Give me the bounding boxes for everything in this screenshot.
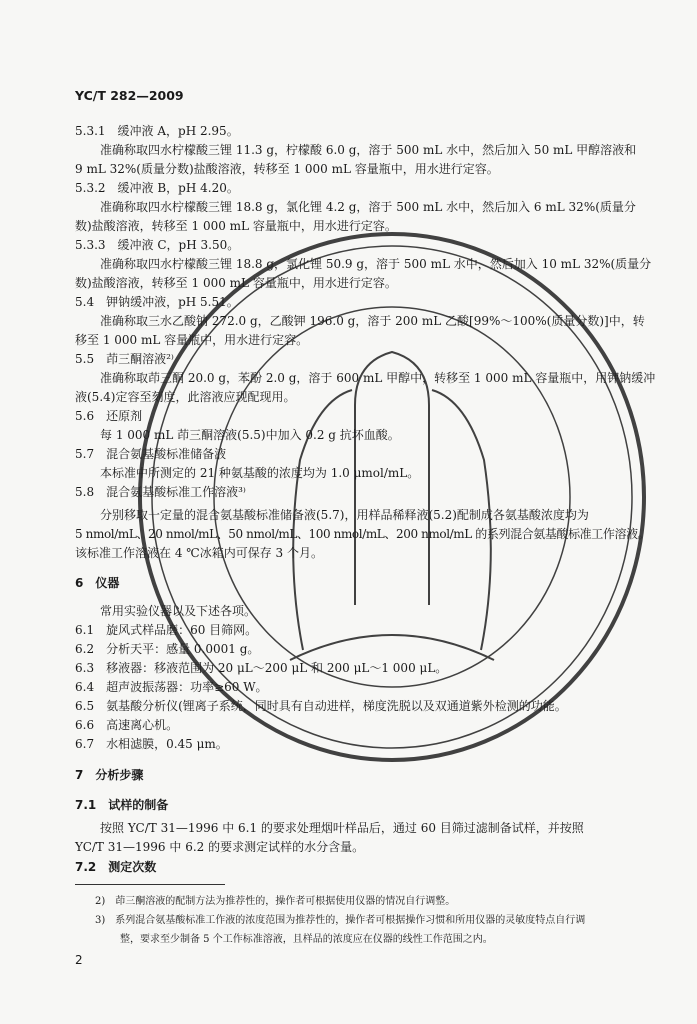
clause-5-3-1: 5.3.1 缓冲液 A，pH 2.95。 (75, 124, 239, 138)
document-code: YC/T 282—2009 (75, 88, 184, 103)
text-line: 5 nmol/mL、20 nmol/mL、50 nmol/mL、100 nmol/mL、200 nmol/mL 的系列混合氨基酸标准工作溶液。 (75, 527, 650, 541)
footnote-rule (75, 884, 225, 885)
footnote-3-continued: 整，要求至少制备 5 个工作标准溶液，且样品的浓度应在仪器的线性工作范围之内。 (120, 934, 493, 945)
footnote-3: 3) 系列混合氨基酸标准工作液的浓度范围为推荐性的，操作者可根据操作习惯和所用仪器的灵敏度特点自行调 (95, 915, 586, 926)
text-line: 移至 1 000 mL 容量瓶中，用水进行定容。 (75, 333, 309, 347)
text-line: 该标准工作溶液在 4 ℃冰箱内可保存 3 个月。 (75, 546, 323, 560)
clause-6-6: 6.6 高速离心机。 (75, 718, 179, 732)
text-line: 准确称取三水乙酸钠 272.0 g，乙酸钾 196.0 g，溶于 200 mL 乙酸[99%～100%(质量分数)]中，转 (100, 314, 645, 328)
clause-5-4: 5.4 钾钠缓冲液，pH 5.51。 (75, 295, 239, 309)
page-number: 2 (75, 953, 83, 967)
text-line: 数)盐酸溶液，转移至 1 000 mL 容量瓶中，用水进行定容。 (75, 219, 397, 233)
text-line: 数)盐酸溶液，转移至 1 000 mL 容量瓶中，用水进行定容。 (75, 276, 397, 290)
clause-5-3-3: 5.3.3 缓冲液 C，pH 3.50。 (75, 238, 240, 252)
section-6-heading: 6 仪器 (75, 576, 120, 590)
text-line: 按照 YC/T 31—1996 中 6.1 的要求处理烟叶样品后，通过 60 目筛过滤制备试样，并按照 (100, 821, 584, 835)
clause-5-3-2: 5.3.2 缓冲液 B，pH 4.20。 (75, 181, 239, 195)
text-line: 常用实验仪器以及下述各项。 (100, 604, 257, 618)
clause-6-7: 6.7 水相滤膜，0.45 μm。 (75, 737, 228, 751)
clause-6-2: 6.2 分析天平：感量 0.0001 g。 (75, 642, 260, 656)
clause-5-8: 5.8 混合氨基酸标准工作溶液³⁾ (75, 485, 246, 499)
text-line: 准确称取四水柠檬酸三锂 11.3 g，柠檬酸 6.0 g，溶于 500 mL 水中，然后加入 50 mL 甲醇溶液和 (100, 143, 637, 157)
text-line: 每 1 000 mL 茚三酮溶液(5.5)中加入 0.2 g 抗坏血酸。 (100, 428, 400, 442)
section-7-heading: 7 分析步骤 (75, 768, 144, 782)
clause-6-1: 6.1 旋风式样品磨：60 目筛网。 (75, 623, 258, 637)
text-line: YC/T 31—1996 中 6.2 的要求测定试样的水分含量。 (75, 840, 365, 854)
footnote-2: 2) 茚三酮溶液的配制方法为推荐性的，操作者可根据使用仪器的情况自行调整。 (95, 896, 456, 907)
text-line: 液(5.4)定容至刻度，此溶液应现配现用。 (75, 390, 296, 404)
section-7-1-heading: 7.1 试样的制备 (75, 798, 169, 812)
clause-5-5: 5.5 茚三酮溶液²⁾ (75, 352, 174, 366)
clause-6-3: 6.3 移液器：移液范围为 20 μL～200 μL 和 200 μL～1 000 μL。 (75, 661, 448, 675)
section-7-2-heading: 7.2 测定次数 (75, 860, 157, 874)
text-line: 9 mL 32%(质量分数)盐酸溶液，转移至 1 000 mL 容量瓶中，用水进行定容。 (75, 162, 499, 176)
clause-6-5: 6.5 氨基酸分析仪(锂离子系统，同时具有自动进样，梯度洗脱以及双通道紫外检测的功能。 (75, 699, 567, 713)
clause-5-7: 5.7 混合氨基酸标准储备液 (75, 447, 227, 461)
text-line: 本标准中所测定的 21 种氨基酸的浓度均为 1.0 μmol/mL。 (100, 466, 420, 480)
text-line: 准确称取四水柠檬酸三锂 18.8 g，氯化锂 4.2 g，溶于 500 mL 水中，然后加入 6 mL 32%(质量分 (100, 200, 636, 214)
clause-5-6: 5.6 还原剂 (75, 409, 143, 423)
text-line: 分别移取一定量的混合氨基酸标准储备液(5.7)，用样品稀释液(5.2)配制成各氨基酸浓度均为 (100, 508, 589, 522)
clause-6-4: 6.4 超声波振荡器：功率≥60 W。 (75, 680, 268, 694)
text-line: 准确称取茚三酮 20.0 g，苯酚 2.0 g，溶于 600 mL 甲醇中，转移至 1 000 mL 容量瓶中，用钾钠缓冲 (100, 371, 656, 385)
text-line: 准确称取四水柠檬酸三锂 18.8 g，氯化锂 50.9 g，溶于 500 mL 水中，然后加入 10 mL 32%(质量分 (100, 257, 652, 271)
